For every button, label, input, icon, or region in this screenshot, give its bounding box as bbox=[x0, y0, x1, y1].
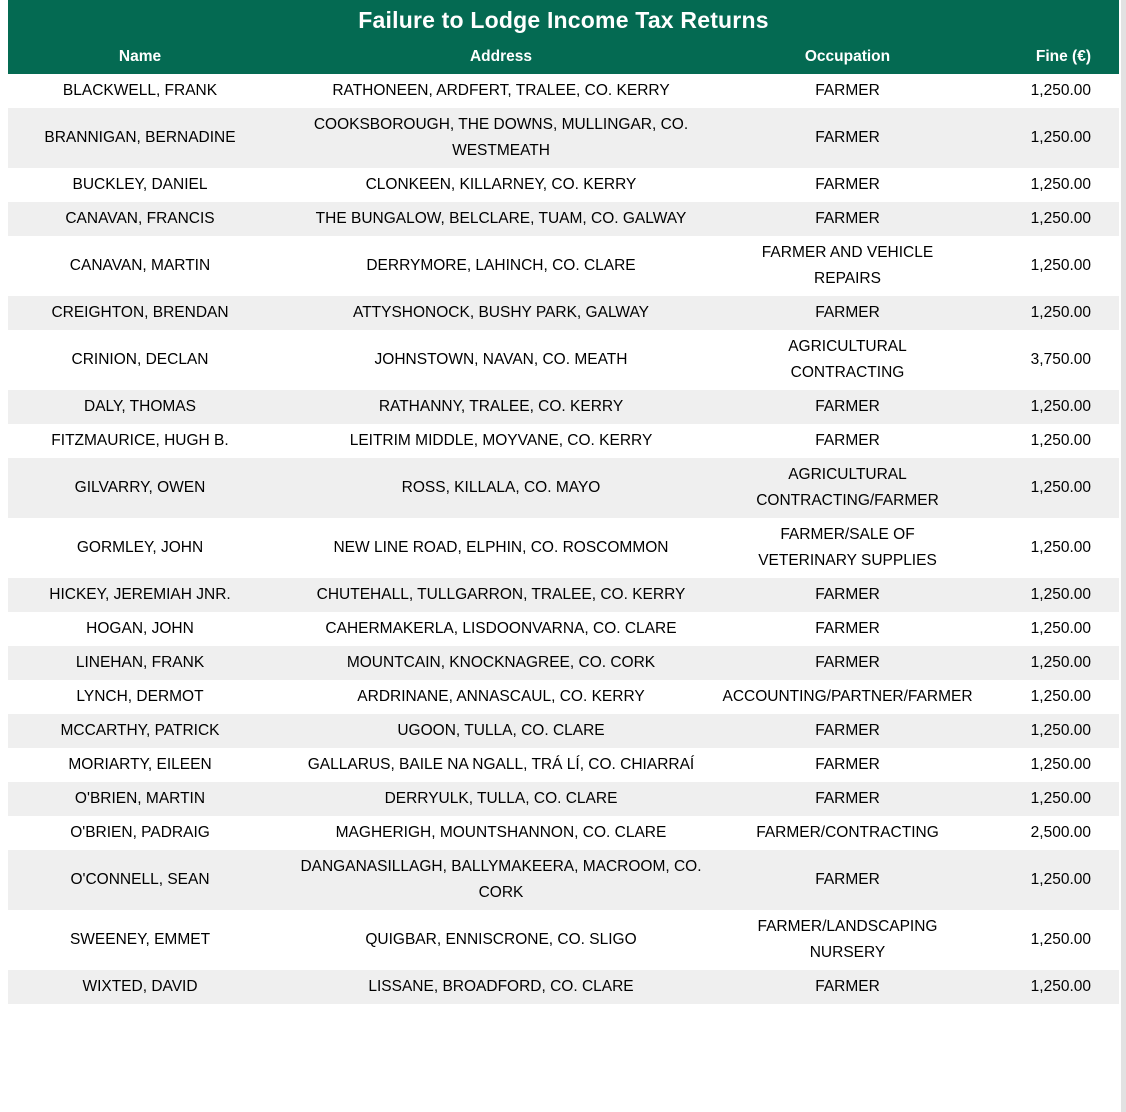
occupation-cell: FARMER/LANDSCAPING NURSERY bbox=[757, 918, 938, 961]
fine-cell: 1,250.00 bbox=[1030, 210, 1091, 227]
fine-cell: 2,500.00 bbox=[1030, 824, 1091, 841]
address-cell: DANGANASILLAGH, BALLYMAKEERA, MACROOM, CO. CORK bbox=[300, 858, 702, 901]
occupation-cell: FARMER/CONTRACTING bbox=[756, 824, 939, 841]
table-row bbox=[8, 390, 1119, 424]
address-cell: QUIGBAR, ENNISCRONE, CO. SLIGO bbox=[365, 931, 637, 948]
name-cell: LYNCH, DERMOT bbox=[76, 688, 204, 705]
occupation-cell: FARMER bbox=[815, 978, 880, 995]
address-cell: JOHNSTOWN, NAVAN, CO. MEATH bbox=[374, 351, 628, 368]
name-cell: BLACKWELL, FRANK bbox=[62, 82, 218, 99]
fine-cell: 1,250.00 bbox=[1030, 176, 1091, 193]
occupation-cell: FARMER bbox=[815, 722, 880, 739]
name-cell: CANAVAN, FRANCIS bbox=[65, 210, 215, 227]
table-row bbox=[8, 330, 1119, 390]
name-cell: CANAVAN, MARTIN bbox=[69, 257, 211, 274]
fine-cell: 1,250.00 bbox=[1030, 129, 1091, 146]
name-cell: BUCKLEY, DANIEL bbox=[72, 176, 208, 193]
name-cell: GILVARRY, OWEN bbox=[74, 479, 206, 496]
occupation-cell: FARMER bbox=[815, 790, 880, 807]
fine-cell: 1,250.00 bbox=[1030, 978, 1091, 995]
table-row bbox=[8, 970, 1119, 1004]
address-cell: LISSANE, BROADFORD, CO. CLARE bbox=[368, 978, 634, 995]
address-cell: MOUNTCAIN, KNOCKNAGREE, CO. CORK bbox=[346, 654, 656, 671]
occupation-cell: FARMER bbox=[815, 210, 880, 227]
address-cell: CLONKEEN, KILLARNEY, CO. KERRY bbox=[365, 176, 637, 193]
fine-cell: 1,250.00 bbox=[1030, 586, 1091, 603]
name-cell: O'CONNELL, SEAN bbox=[70, 871, 210, 888]
table-row bbox=[8, 108, 1119, 168]
name-cell: GORMLEY, JOHN bbox=[76, 539, 204, 556]
page-title: Failure to Lodge Income Tax Returns bbox=[8, 0, 1119, 40]
fine-cell: 1,250.00 bbox=[1030, 756, 1091, 773]
name-cell: BRANNIGAN, BERNADINE bbox=[44, 129, 236, 146]
occupation-cell: FARMER bbox=[815, 304, 880, 321]
address-cell: MAGHERIGH, MOUNTSHANNON, CO. CLARE bbox=[335, 824, 667, 841]
table-header-row bbox=[8, 40, 1119, 74]
name-cell: DALY, THOMAS bbox=[84, 398, 196, 415]
table-row bbox=[8, 168, 1119, 202]
column-header-address: Address bbox=[469, 48, 533, 65]
address-cell: UGOON, TULLA, CO. CLARE bbox=[397, 722, 605, 739]
address-cell: COOKSBOROUGH, THE DOWNS, MULLINGAR, CO. WESTMEATH bbox=[313, 116, 689, 159]
name-cell: O'BRIEN, MARTIN bbox=[74, 790, 206, 807]
table-row bbox=[8, 816, 1119, 850]
name-cell: WIXTED, DAVID bbox=[82, 978, 198, 995]
occupation-cell: FARMER bbox=[815, 586, 880, 603]
fine-cell: 1,250.00 bbox=[1030, 931, 1091, 948]
address-cell: ATTYSHONOCK, BUSHY PARK, GALWAY bbox=[353, 304, 649, 321]
name-cell: MCCARTHY, PATRICK bbox=[60, 722, 220, 739]
occupation-cell: FARMER bbox=[815, 398, 880, 415]
fine-cell: 1,250.00 bbox=[1030, 790, 1091, 807]
occupation-cell: FARMER bbox=[815, 129, 880, 146]
occupation-cell: FARMER bbox=[815, 432, 880, 449]
fine-cell: 1,250.00 bbox=[1030, 871, 1091, 888]
fine-cell: 1,250.00 bbox=[1030, 257, 1091, 274]
table-row bbox=[8, 680, 1119, 714]
fine-cell: 1,250.00 bbox=[1030, 479, 1091, 496]
name-cell: MORIARTY, EILEEN bbox=[68, 756, 212, 773]
fine-cell: 1,250.00 bbox=[1030, 620, 1091, 637]
address-cell: GALLARUS, BAILE NA NGALL, TRÁ LÍ, CO. CHIARRAÍ bbox=[307, 756, 695, 773]
table-row bbox=[8, 458, 1119, 518]
table-row bbox=[8, 612, 1119, 646]
table-row bbox=[8, 748, 1119, 782]
fine-cell: 1,250.00 bbox=[1030, 398, 1091, 415]
occupation-cell: ACCOUNTING/PARTNER/FARMER bbox=[722, 688, 973, 705]
name-cell: SWEENEY, EMMET bbox=[69, 931, 211, 948]
table-row bbox=[8, 910, 1119, 970]
table-row bbox=[8, 424, 1119, 458]
table-row bbox=[8, 782, 1119, 816]
fine-cell: 1,250.00 bbox=[1030, 654, 1091, 671]
occupation-cell: FARMER bbox=[815, 871, 880, 888]
name-cell: HOGAN, JOHN bbox=[86, 620, 194, 637]
fine-cell: 1,250.00 bbox=[1030, 722, 1091, 739]
occupation-cell: FARMER bbox=[815, 620, 880, 637]
fine-cell: 1,250.00 bbox=[1030, 304, 1091, 321]
fine-cell: 1,250.00 bbox=[1030, 688, 1091, 705]
occupation-cell: FARMER AND VEHICLE REPAIRS bbox=[761, 244, 934, 287]
address-cell: DERRYULK, TULLA, CO. CLARE bbox=[384, 790, 618, 807]
address-cell: ROSS, KILLALA, CO. MAYO bbox=[401, 479, 601, 496]
table-row bbox=[8, 296, 1119, 330]
address-cell: RATHANNY, TRALEE, CO. KERRY bbox=[378, 398, 624, 415]
table-row bbox=[8, 646, 1119, 680]
table-row bbox=[8, 236, 1119, 296]
address-cell: CHUTEHALL, TULLGARRON, TRALEE, CO. KERRY bbox=[316, 586, 686, 603]
column-header-occupation: Occupation bbox=[804, 48, 891, 65]
table-body bbox=[8, 74, 1119, 1004]
table-row bbox=[8, 850, 1119, 910]
name-cell: LINEHAN, FRANK bbox=[75, 654, 205, 671]
table-row bbox=[8, 714, 1119, 748]
column-header-fine: Fine (€) bbox=[1035, 48, 1091, 65]
fine-cell: 1,250.00 bbox=[1030, 82, 1091, 99]
address-cell: THE BUNGALOW, BELCLARE, TUAM, CO. GALWAY bbox=[315, 210, 687, 227]
name-cell: CRINION, DECLAN bbox=[71, 351, 209, 368]
name-cell: FITZMAURICE, HUGH B. bbox=[51, 432, 229, 449]
address-cell: CAHERMAKERLA, LISDOONVARNA, CO. CLARE bbox=[325, 620, 677, 637]
fine-cell: 3,750.00 bbox=[1030, 351, 1091, 368]
table-row bbox=[8, 202, 1119, 236]
address-cell: ARDRINANE, ANNASCAUL, CO. KERRY bbox=[357, 688, 645, 705]
address-cell: DERRYMORE, LAHINCH, CO. CLARE bbox=[366, 257, 636, 274]
occupation-cell: AGRICULTURAL CONTRACTING bbox=[788, 338, 907, 381]
occupation-cell: FARMER bbox=[815, 82, 880, 99]
name-cell: HICKEY, JEREMIAH JNR. bbox=[49, 586, 231, 603]
occupation-cell: FARMER bbox=[815, 176, 880, 193]
address-cell: LEITRIM MIDDLE, MOYVANE, CO. KERRY bbox=[349, 432, 653, 449]
fine-cell: 1,250.00 bbox=[1030, 539, 1091, 556]
name-cell: CREIGHTON, BRENDAN bbox=[51, 304, 229, 321]
occupation-cell: FARMER/SALE OF VETERINARY SUPPLIES bbox=[758, 526, 937, 569]
table-row bbox=[8, 74, 1119, 108]
address-cell: RATHONEEN, ARDFERT, TRALEE, CO. KERRY bbox=[332, 82, 670, 99]
address-cell: NEW LINE ROAD, ELPHIN, CO. ROSCOMMON bbox=[333, 539, 669, 556]
occupation-cell: FARMER bbox=[815, 654, 880, 671]
table-row bbox=[8, 578, 1119, 612]
occupation-cell: AGRICULTURAL CONTRACTING/FARMER bbox=[756, 466, 939, 509]
occupation-cell: FARMER bbox=[815, 756, 880, 773]
name-cell: O'BRIEN, PADRAIG bbox=[70, 824, 210, 841]
fine-cell: 1,250.00 bbox=[1030, 432, 1091, 449]
column-header-name: Name bbox=[118, 48, 162, 65]
table-row bbox=[8, 518, 1119, 578]
tax-defaulters-table bbox=[8, 0, 1119, 1004]
